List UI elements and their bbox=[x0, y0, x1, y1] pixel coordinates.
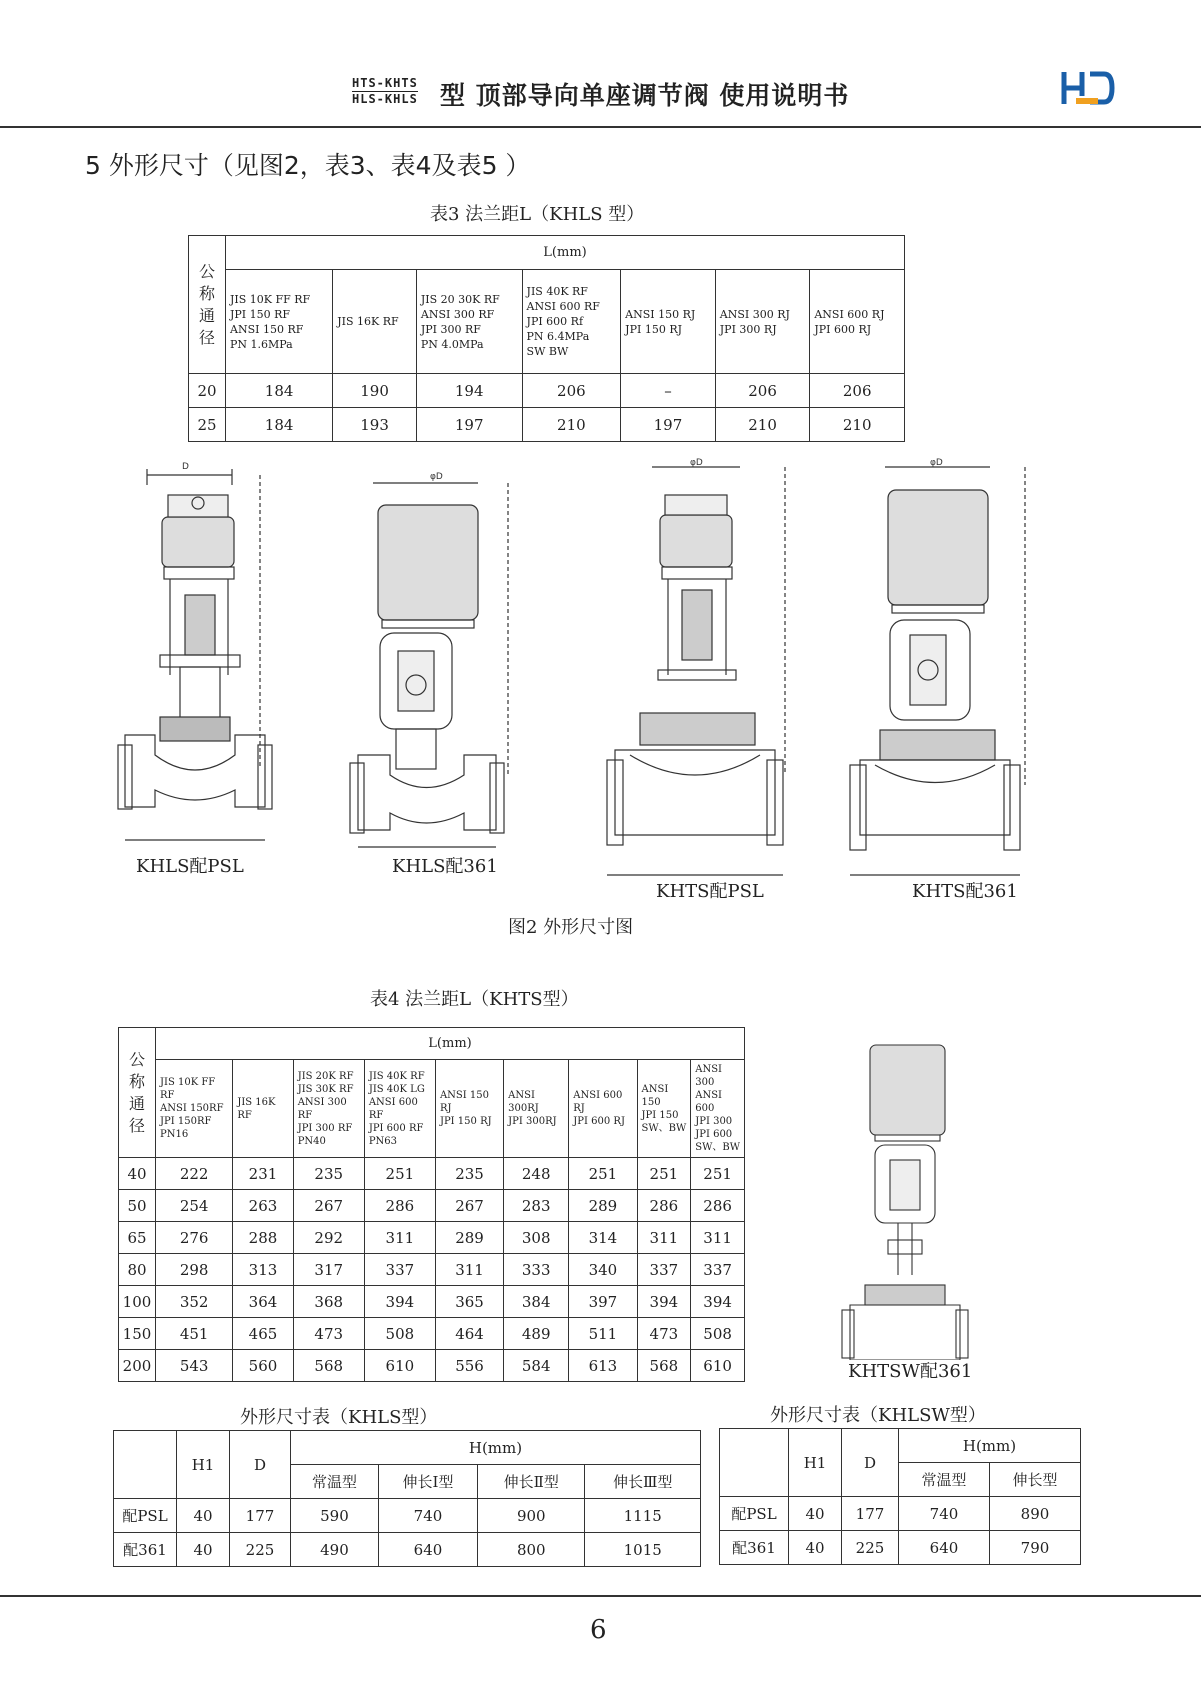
table-cell: 740 bbox=[378, 1499, 477, 1533]
table-cell: 150 bbox=[119, 1318, 156, 1350]
table-cell: 80 bbox=[119, 1254, 156, 1286]
khtsw-drawing bbox=[840, 1030, 980, 1360]
fig-label-2: KHLS配361 bbox=[392, 856, 498, 877]
table-cell: 489 bbox=[504, 1318, 569, 1350]
h-subcol: 常温型 bbox=[291, 1465, 379, 1499]
table-cell: 288 bbox=[233, 1222, 293, 1254]
table-cell: 197 bbox=[416, 408, 522, 442]
table-cell: 365 bbox=[435, 1286, 503, 1318]
svg-text:φD: φD bbox=[690, 458, 703, 468]
table-row bbox=[720, 1497, 1081, 1531]
col-d: D bbox=[842, 1429, 899, 1497]
khlsw-dim-table bbox=[719, 1428, 1081, 1565]
table-cell: 508 bbox=[364, 1318, 435, 1350]
table-cell: 206 bbox=[715, 374, 810, 408]
figure-caption: 图2 外形尺寸图 bbox=[508, 917, 634, 938]
table4-col-header: ANSI 150 JPI 150 SW、BW bbox=[637, 1060, 691, 1158]
table-cell: 1015 bbox=[585, 1533, 701, 1567]
company-logo bbox=[1060, 68, 1116, 108]
table-row bbox=[119, 1254, 745, 1286]
col-h1: H1 bbox=[177, 1431, 230, 1499]
table-cell: 384 bbox=[504, 1286, 569, 1318]
col-h1: H1 bbox=[789, 1429, 842, 1497]
table-cell: 225 bbox=[842, 1531, 899, 1565]
L-header: L(mm) bbox=[156, 1028, 745, 1060]
table-cell: 364 bbox=[233, 1286, 293, 1318]
svg-text:φD: φD bbox=[430, 472, 443, 482]
section-title: 5 外形尺寸（见图2，表3、表4及表5 ） bbox=[85, 151, 531, 180]
table-cell: 283 bbox=[504, 1190, 569, 1222]
table-cell: 194 bbox=[416, 374, 522, 408]
table-cell: 251 bbox=[569, 1158, 637, 1190]
table-cell: 790 bbox=[990, 1531, 1081, 1565]
table-cell: 543 bbox=[156, 1350, 233, 1382]
table3-col-header: JIS 16K RF bbox=[333, 270, 417, 374]
model-top: HTS-KHTS bbox=[352, 76, 418, 90]
table4-col-header: JIS 20K RF JIS 30K RF ANSI 300 RF JPI 300 RF PN40 bbox=[293, 1060, 364, 1158]
header-title: 型 顶部导向单座调节阀 使用说明书 bbox=[440, 81, 850, 110]
table-cell: 配361 bbox=[720, 1531, 789, 1565]
table-cell: 235 bbox=[435, 1158, 503, 1190]
table-cell: 584 bbox=[504, 1350, 569, 1382]
table-cell: 231 bbox=[233, 1158, 293, 1190]
table-cell: 206 bbox=[522, 374, 621, 408]
khls-table-caption: 外形尺寸表（KHLS型） bbox=[240, 1407, 438, 1428]
table-cell: 190 bbox=[333, 374, 417, 408]
table-cell: – bbox=[621, 374, 716, 408]
table-cell: 740 bbox=[899, 1497, 990, 1531]
table-cell: 251 bbox=[691, 1158, 745, 1190]
table4-col-header: ANSI 300 ANSI 600 JPI 300 JPI 600 SW、BW bbox=[691, 1060, 745, 1158]
table3-col-header: JIS 10K FF RF JPI 150 RF ANSI 150 RF PN 1.6MPa bbox=[226, 270, 333, 374]
table-row bbox=[720, 1531, 1081, 1565]
dim-D: D bbox=[182, 462, 189, 472]
table-cell: 511 bbox=[569, 1318, 637, 1350]
table3-col-header: ANSI 150 RJ JPI 150 RJ bbox=[621, 270, 716, 374]
h-subcol: 伸长型 bbox=[990, 1463, 1081, 1497]
table-cell: 317 bbox=[293, 1254, 364, 1286]
table4-col-header: JIS 10K FF RF ANSI 150RF JPI 150RF PN16 bbox=[156, 1060, 233, 1158]
table-cell: 311 bbox=[364, 1222, 435, 1254]
table3 bbox=[188, 235, 905, 442]
table3-col-header: JIS 40K RF ANSI 600 RF JPI 600 Rf PN 6.4MPa SW BW bbox=[522, 270, 621, 374]
table-row bbox=[119, 1286, 745, 1318]
drawing-khls-361 bbox=[350, 483, 508, 847]
table-cell: 890 bbox=[990, 1497, 1081, 1531]
fig-label-1: KHLS配PSL bbox=[136, 856, 244, 877]
table-cell: 251 bbox=[637, 1158, 691, 1190]
table-cell: 193 bbox=[333, 408, 417, 442]
header-rule bbox=[0, 126, 1201, 128]
h-subcol: 伸长Ⅲ型 bbox=[585, 1465, 701, 1499]
table-cell: 556 bbox=[435, 1350, 503, 1382]
valve-drawings bbox=[110, 455, 1110, 895]
table-cell: 20 bbox=[189, 374, 226, 408]
table-cell: 308 bbox=[504, 1222, 569, 1254]
table-cell: 333 bbox=[504, 1254, 569, 1286]
table-cell: 配PSL bbox=[720, 1497, 789, 1531]
table-cell: 286 bbox=[691, 1190, 745, 1222]
table-cell: 200 bbox=[119, 1350, 156, 1382]
table-cell: 248 bbox=[504, 1158, 569, 1190]
table-row bbox=[189, 408, 905, 442]
footer-rule bbox=[0, 1595, 1201, 1597]
table4 bbox=[118, 1027, 745, 1382]
L-header: L(mm) bbox=[226, 236, 905, 270]
table-cell: 235 bbox=[293, 1158, 364, 1190]
table-cell: 292 bbox=[293, 1222, 364, 1254]
table3-col-header: ANSI 600 RJ JPI 600 RJ bbox=[810, 270, 905, 374]
khls-dim-table bbox=[113, 1430, 701, 1567]
table-cell: 640 bbox=[899, 1531, 990, 1565]
page-number: 6 bbox=[590, 1615, 607, 1645]
table-cell: 337 bbox=[364, 1254, 435, 1286]
table-cell: 267 bbox=[435, 1190, 503, 1222]
table-cell: 177 bbox=[842, 1497, 899, 1531]
table-cell: 560 bbox=[233, 1350, 293, 1382]
khlsw-table-caption: 外形尺寸表（KHLSW型） bbox=[770, 1405, 986, 1426]
table-cell: 473 bbox=[293, 1318, 364, 1350]
table-cell: 65 bbox=[119, 1222, 156, 1254]
drawing-khts-361 bbox=[850, 467, 1025, 875]
table-cell: 267 bbox=[293, 1190, 364, 1222]
table-cell: 配361 bbox=[114, 1533, 177, 1567]
table-cell: 640 bbox=[378, 1533, 477, 1567]
table-row bbox=[119, 1190, 745, 1222]
table-cell: 465 bbox=[233, 1318, 293, 1350]
table-cell: 394 bbox=[637, 1286, 691, 1318]
table-cell: 184 bbox=[226, 374, 333, 408]
table-cell: 276 bbox=[156, 1222, 233, 1254]
table-cell: 900 bbox=[478, 1499, 585, 1533]
table-cell: 337 bbox=[691, 1254, 745, 1286]
table-cell: 613 bbox=[569, 1350, 637, 1382]
table-cell: 286 bbox=[364, 1190, 435, 1222]
table-row bbox=[119, 1318, 745, 1350]
model-bottom: HLS-KHLS bbox=[352, 92, 418, 106]
table-cell: 210 bbox=[810, 408, 905, 442]
model-stack bbox=[352, 76, 418, 107]
table-cell: 50 bbox=[119, 1190, 156, 1222]
drawing-khls-psl bbox=[118, 469, 272, 840]
table-cell: 40 bbox=[177, 1533, 230, 1567]
table-cell: 394 bbox=[691, 1286, 745, 1318]
table-cell: 286 bbox=[637, 1190, 691, 1222]
table3-col-header: JIS 20 30K RF ANSI 300 RF JPI 300 RF PN 4.0MPa bbox=[416, 270, 522, 374]
table-cell: 配PSL bbox=[114, 1499, 177, 1533]
nominal-header: 公称通径 bbox=[189, 236, 226, 374]
table3-caption: 表3 法兰距L（KHLS 型） bbox=[430, 204, 645, 225]
table-cell: 210 bbox=[522, 408, 621, 442]
table-row bbox=[189, 374, 905, 408]
table4-col-header: ANSI 150 RJ JPI 150 RJ bbox=[435, 1060, 503, 1158]
table-cell: 451 bbox=[156, 1318, 233, 1350]
table-cell: 206 bbox=[810, 374, 905, 408]
table-cell: 337 bbox=[637, 1254, 691, 1286]
table-cell: 298 bbox=[156, 1254, 233, 1286]
h-subcol: 伸长Ⅱ型 bbox=[478, 1465, 585, 1499]
table-cell: 397 bbox=[569, 1286, 637, 1318]
table-cell: 222 bbox=[156, 1158, 233, 1190]
table4-caption: 表4 法兰距L（KHTS型） bbox=[370, 989, 579, 1010]
table-cell: 197 bbox=[621, 408, 716, 442]
table-cell: 508 bbox=[691, 1318, 745, 1350]
table-cell: 464 bbox=[435, 1318, 503, 1350]
table-cell: 25 bbox=[189, 408, 226, 442]
table4-col-header: JIS 40K RF JIS 40K LG ANSI 600 RF JPI 600 RF PN63 bbox=[364, 1060, 435, 1158]
table-cell: 251 bbox=[364, 1158, 435, 1190]
table-cell: 40 bbox=[119, 1158, 156, 1190]
table-cell: 100 bbox=[119, 1286, 156, 1318]
table-cell: 352 bbox=[156, 1286, 233, 1318]
col-d: D bbox=[230, 1431, 291, 1499]
table-cell: 263 bbox=[233, 1190, 293, 1222]
table-cell: 289 bbox=[569, 1190, 637, 1222]
table-cell: 311 bbox=[435, 1254, 503, 1286]
table-cell: 590 bbox=[291, 1499, 379, 1533]
table-row bbox=[119, 1222, 745, 1254]
svg-text:φD: φD bbox=[930, 458, 943, 468]
table-cell: 1115 bbox=[585, 1499, 701, 1533]
col-h: H(mm) bbox=[899, 1429, 1081, 1463]
table-row bbox=[119, 1350, 745, 1382]
table-cell: 210 bbox=[715, 408, 810, 442]
table-row bbox=[114, 1533, 701, 1567]
table-cell: 313 bbox=[233, 1254, 293, 1286]
table-cell: 368 bbox=[293, 1286, 364, 1318]
table-cell: 311 bbox=[691, 1222, 745, 1254]
table-cell: 340 bbox=[569, 1254, 637, 1286]
table-cell: 254 bbox=[156, 1190, 233, 1222]
fig-label-4: KHTS配361 bbox=[912, 881, 1018, 902]
table-cell: 568 bbox=[637, 1350, 691, 1382]
fig-label-3: KHTS配PSL bbox=[656, 881, 764, 902]
col-h: H(mm) bbox=[291, 1431, 701, 1465]
h-subcol: 伸长Ⅰ型 bbox=[378, 1465, 477, 1499]
table4-col-header: ANSI 300RJ JPI 300RJ bbox=[504, 1060, 569, 1158]
table-cell: 610 bbox=[364, 1350, 435, 1382]
table-cell: 40 bbox=[177, 1499, 230, 1533]
table-cell: 184 bbox=[226, 408, 333, 442]
drawing-khts-psl bbox=[607, 467, 785, 875]
table-cell: 225 bbox=[230, 1533, 291, 1567]
h-subcol: 常温型 bbox=[899, 1463, 990, 1497]
table-cell: 800 bbox=[478, 1533, 585, 1567]
table3-col-header: ANSI 300 RJ JPI 300 RJ bbox=[715, 270, 810, 374]
table-cell: 40 bbox=[789, 1497, 842, 1531]
table-cell: 394 bbox=[364, 1286, 435, 1318]
khtsw-label: KHTSW配361 bbox=[848, 1361, 973, 1382]
table-cell: 610 bbox=[691, 1350, 745, 1382]
table-cell: 314 bbox=[569, 1222, 637, 1254]
table-cell: 289 bbox=[435, 1222, 503, 1254]
table-cell: 177 bbox=[230, 1499, 291, 1533]
table-row bbox=[114, 1499, 701, 1533]
table-cell: 473 bbox=[637, 1318, 691, 1350]
nominal-header: 公称通径 bbox=[119, 1028, 156, 1158]
table4-col-header: JIS 16K RF bbox=[233, 1060, 293, 1158]
table-row bbox=[119, 1158, 745, 1190]
table-cell: 40 bbox=[789, 1531, 842, 1565]
table-cell: 311 bbox=[637, 1222, 691, 1254]
table-cell: 490 bbox=[291, 1533, 379, 1567]
table4-col-header: ANSI 600 RJ JPI 600 RJ bbox=[569, 1060, 637, 1158]
table-cell: 568 bbox=[293, 1350, 364, 1382]
